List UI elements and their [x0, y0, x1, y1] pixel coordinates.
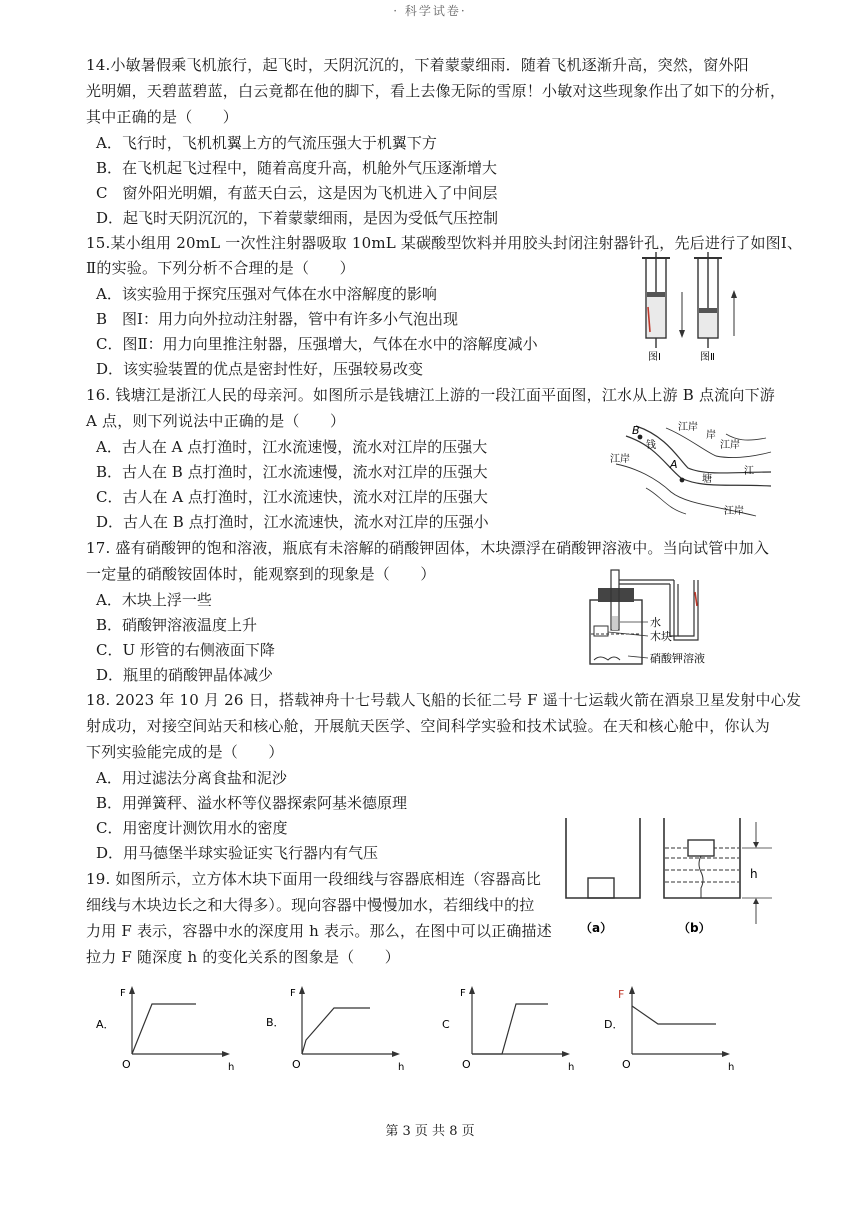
graph-d-xlabel: h [728, 1062, 735, 1073]
depth-label: h [750, 867, 758, 881]
q15-line-2: Ⅱ的实验。下列分析不合理的是（ ） [86, 259, 355, 277]
graph-d-origin: O [622, 1058, 631, 1071]
bank-label-2: 江岸 [720, 440, 740, 451]
q14-option-b: B．在飞机起飞过程中，随着高度升高，机舱外气压逐渐增大 [96, 159, 498, 177]
q16-option-d: D．古人在 B 点打渔时，江水流速快，流水对江岸的压强小 [96, 513, 489, 531]
point-a-label: A [670, 458, 678, 471]
graph-b-option: B． [266, 1016, 285, 1029]
bank-label-4: 岸 [706, 430, 716, 441]
graph-b [266, 986, 404, 1073]
graph-d [604, 986, 734, 1073]
bank-label-5: 江岸 [724, 506, 744, 517]
block-label: 木块 [650, 630, 672, 643]
river-char-3: 江 [744, 466, 754, 477]
q18-line-2: 射成功，对接空间站天和核心舱，开展航天医学、空间科学实验和技术试验。在天和核心舱中，你认为 [86, 717, 771, 735]
q18-line-1: 18. 2023 年 10 月 26 日，搭载神舟十七号载人飞船的长征二号 F 遥十七运载火箭在酒泉卫星发射中心发 [86, 691, 802, 709]
flask-figure [580, 566, 760, 674]
page-footer: 第 3 页 共 8 页 [385, 1124, 475, 1139]
q15-line-1: 15.某小组用 20mL 一次性注射器吸取 10mL 某碳酸型饮料并用胶头封闭注射器针孔，先后进行了如图Ⅰ、 [86, 234, 803, 252]
syringe-figure [632, 252, 742, 364]
q14-line-3: 其中正确的是（ ） [86, 108, 239, 126]
figure-a-label: （a） [580, 921, 613, 935]
bank-label-1: 江岸 [678, 422, 698, 433]
graph-a-option: A． [96, 1018, 115, 1031]
graph-c-option: C [442, 1018, 450, 1031]
graph-d-option: D． [604, 1018, 624, 1031]
q14-line-1: 14.小敏暑假乘飞机旅行，起飞时，天阴沉沉的，下着蒙蒙细雨．随着飞机逐渐升高，突然，窗外阳 [86, 56, 749, 74]
syringe-2 [694, 252, 737, 348]
q17-option-c: C．U 形管的右侧液面下降 [96, 641, 275, 659]
q15-option-b: B 图Ⅰ：用力向外拉动注射器，管中有许多小气泡出现 [96, 310, 458, 328]
q19-line-3: 力用 F 表示，容器中水的深度用 h 表示。那么，在图中可以正确描述 [86, 922, 552, 940]
graph-b-origin: O [292, 1058, 301, 1071]
graph-c-ylabel: F [460, 988, 466, 999]
figure-1-label: 图Ⅰ [648, 352, 661, 363]
container-figure [560, 814, 780, 944]
q19-line-2: 细线与木块边长之和大得多）。现向容器中慢慢加水，若细线中的拉 [86, 896, 535, 914]
river-char-2: 塘 [702, 474, 712, 485]
graph-a-xlabel: h [228, 1062, 235, 1073]
container-a [566, 818, 640, 898]
q18-option-a: A．用过滤法分离食盐和泥沙 [96, 769, 287, 787]
q17-option-a: A．木块上浮一些 [96, 591, 212, 609]
graph-b-ylabel: F [290, 988, 296, 999]
bank-label-3: 江岸 [610, 454, 630, 465]
q16-line-2: A 点，则下列说法中正确的是（ ） [86, 412, 346, 430]
graph-b-xlabel: h [398, 1062, 405, 1073]
graph-d-ylabel: F [618, 988, 625, 1001]
q17-line-2: 一定量的硝酸铵固体时，能观察到的现象是（ ） [86, 565, 436, 583]
q15-option-d: D．该实验装置的优点是密封性好，压强较易改变 [96, 360, 424, 378]
figure-b-label: （b） [678, 921, 711, 935]
q16-option-c: C．古人在 A 点打渔时，江水流速快，流水对江岸的压强大 [96, 488, 488, 506]
q18-option-c: C．用密度计测饮用水的密度 [96, 819, 288, 837]
q19-line-4: 拉力 F 随深度 h 的变化关系的图象是（ ） [86, 948, 400, 966]
water-label: 水 [650, 616, 661, 629]
river-map [606, 416, 776, 526]
graph-a-ylabel: F [120, 988, 126, 999]
q14-option-d: D．起飞时天阴沉沉的，下着蒙蒙细雨，是因为受低气压控制 [96, 209, 499, 227]
point-b-label: B [632, 424, 640, 437]
cut-off-header: · 科学试卷· [393, 4, 467, 18]
q14-line-2: 光明媚，天碧蓝碧蓝，白云竟都在他的脚下，看上去像无际的雪原！小敏对这些现象作出了如下的分析， [86, 82, 786, 100]
q16-option-b: B．古人在 B 点打渔时，江水流速慢，流水对江岸的压强大 [96, 463, 488, 481]
graph-a [96, 986, 234, 1073]
q18-line-3: 下列实验能完成的是（ ） [86, 743, 284, 761]
figure-2-label: 图Ⅱ [700, 352, 715, 363]
q16-option-a: A．古人在 A 点打渔时，江水流速慢，流水对江岸的压强大 [96, 438, 488, 456]
q19-line-1: 19. 如图所示，立方体木块下面用一段细线与容器底相连（容器高比 [86, 870, 542, 888]
graph-a-origin: O [122, 1058, 131, 1071]
graph-c-xlabel: h [568, 1062, 575, 1073]
syringe-1 [642, 252, 685, 348]
graph-c [442, 986, 574, 1073]
q14-option-a: A．飞行时，飞机机翼上方的气流压强大于机翼下方 [96, 134, 437, 152]
container-b [664, 818, 772, 924]
q17-line-1: 17. 盛有硝酸钾的饱和溶液，瓶底有未溶解的硝酸钾固体，木块漂浮在硝酸钾溶液中。当向试管中加入 [86, 539, 770, 557]
q14-option-c: C 窗外阳光明媚，有蓝天白云，这是因为飞机进入了中间层 [96, 184, 498, 202]
q17-option-d: D．瓶里的硝酸钾晶体减少 [96, 666, 274, 684]
q15-option-c: C．图Ⅱ：用力向里推注射器，压强增大，气体在水中的溶解度减小 [96, 335, 538, 353]
q16-line-1: 16. 钱塘江是浙江人民的母亲河。如图所示是钱塘江上游的一段江面平面图，江水从上游 B 点流向下游 [86, 386, 775, 404]
solution-label: 硝酸钾溶液 [650, 652, 705, 665]
q17-option-b: B．硝酸钾溶液温度上升 [96, 616, 258, 634]
answer-graphs [86, 984, 746, 1074]
graph-c-origin: O [462, 1058, 471, 1071]
river-char-1: 钱 [646, 440, 656, 451]
q18-option-b: B．用弹簧秤、溢水杯等仪器探索阿基米德原理 [96, 794, 408, 812]
q18-option-d: D．用马德堡半球实验证实飞行器内有气压 [96, 844, 379, 862]
q15-option-a: A．该实验用于探究压强对气体在水中溶解度的影响 [96, 285, 437, 303]
